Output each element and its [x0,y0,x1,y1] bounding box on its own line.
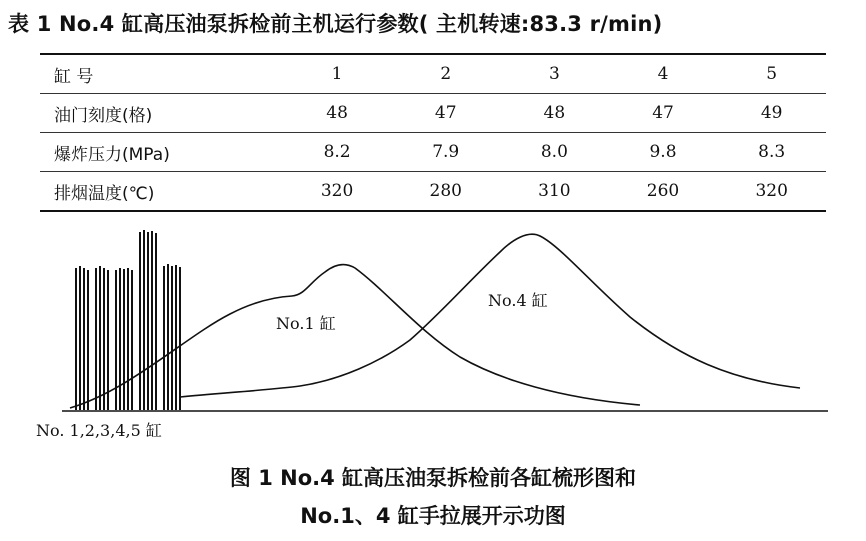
table-cell: 49 [717,94,826,133]
table-cell: 310 [500,172,609,212]
table-cell: 280 [391,172,500,212]
header-cell: 4 [657,64,669,84]
comb-diagram [76,230,180,410]
table-cell: 320 [717,172,826,212]
header-cell: 缸 号 [54,66,94,87]
table-cell: 7.9 [391,133,500,172]
table-title: 表 1 No.4 缸高压油泵拆检前主机运行参数( 主机转速:83.3 r/min) [8,12,663,36]
table-cell: 47 [391,94,500,133]
table-cell: 47 [609,94,718,133]
row-label: 排烟温度(℃) [40,172,283,212]
comb-label: No. 1,2,3,4,5 缸 [36,421,162,440]
header-cell: 2 [440,64,452,84]
table-header-row [40,54,826,94]
row-label: 爆炸压力(MPa) [40,133,283,172]
no1-curve-label: No.1 缸 [276,314,336,333]
table-row [40,172,826,212]
header-cell: 1 [331,64,343,84]
figure-caption-line1: 图 1 No.4 缸高压油泵拆检前各缸梳形图和 [229,466,637,490]
table-cell: 9.8 [609,133,718,172]
table-row [40,133,826,172]
header-cell: 3 [548,64,560,84]
header-cell: 5 [766,64,778,84]
table-cell: 8.0 [500,133,609,172]
table-cell: 320 [283,172,392,212]
table-cell: 8.2 [283,133,392,172]
no4-curve-label: No.4 缸 [488,291,548,310]
figure-caption-line2: No.1、4 缸手拉展开示功图 [300,504,566,528]
parameter-table [40,53,826,212]
table-row [40,94,826,133]
row-label: 油门刻度(格) [40,94,283,133]
table-cell: 260 [609,172,718,212]
indicator-diagram-figure [0,222,866,444]
table-cell: 8.3 [717,133,826,172]
table-cell: 48 [283,94,392,133]
table-cell: 48 [500,94,609,133]
